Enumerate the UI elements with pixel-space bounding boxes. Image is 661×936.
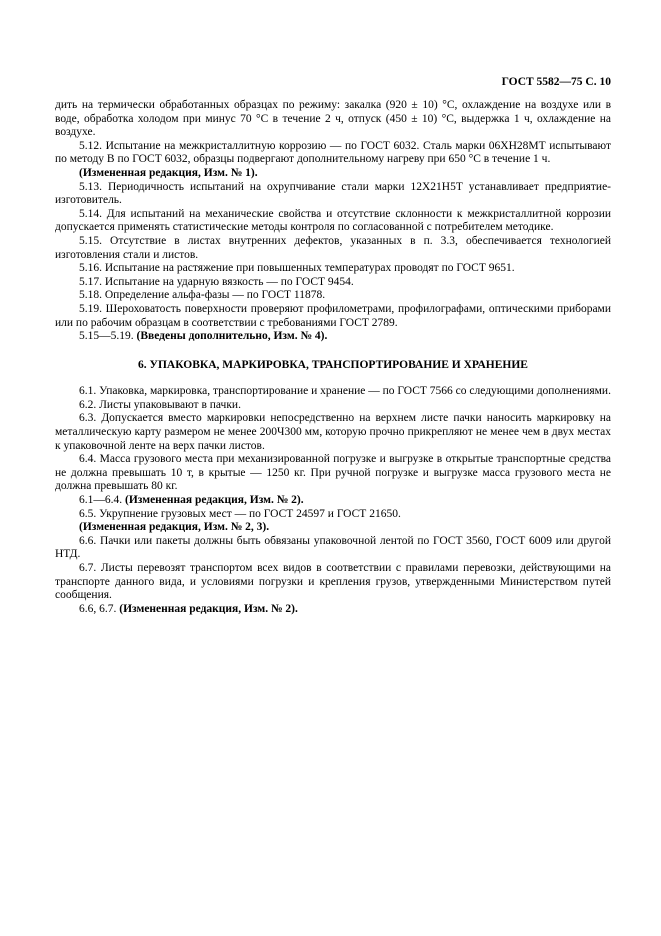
section-heading xyxy=(55,359,611,373)
paragraph xyxy=(55,262,611,276)
text-run: (Измененная редакция, Изм. № 2). xyxy=(119,602,298,615)
paragraph xyxy=(55,140,611,167)
text-run: 5.19. Шероховатость поверхности проверяют профилометрами, профилографами, оптическими приборами или по рабочим образцам в соответствии с требованиями ГОСТ 2789. xyxy=(55,302,611,329)
text-run: 6.1. Упаковка, маркировка, транспортирование и хранение — по ГОСТ 7566 со следующими дополнениями. xyxy=(79,385,611,398)
paragraph xyxy=(55,603,611,617)
text-run: 6.7. Листы перевозят транспортом всех видов в соответствии с правилами перевозки, действующими на транспорте данного вида, и условиями погрузки и крепления грузов, утвержденными Министерством путей сообщения. xyxy=(55,562,611,602)
page-content xyxy=(55,76,611,616)
paragraph xyxy=(55,276,611,290)
text-run: дить на термически обработанных образцах по режиму: закалка (920 ± 10) °С, охлаждение на воздухе или в воде, обработка холодом при минус 70 °С в течение 2 ч, отпуск (450 ± 10) °С, выдержка 1 ч, охлаждение на воздухе. xyxy=(55,99,611,139)
text-run: 6.2. Листы упаковывают в пачки. xyxy=(79,398,241,411)
text-run: 5.15—5.19. xyxy=(79,330,137,343)
document-body xyxy=(55,99,611,616)
text-run: 5.14. Для испытаний на механические свойства и отсутствие склонности к межкристаллитной коррозии допускается применять статистические методы контроля по согласованной с потребителем методике. xyxy=(55,207,611,234)
paragraph xyxy=(55,385,611,399)
text-run: 6.1—6.4. xyxy=(79,494,125,507)
paragraph xyxy=(55,399,611,413)
paragraph xyxy=(55,562,611,603)
paragraph xyxy=(55,494,611,508)
paragraph xyxy=(55,289,611,303)
text-run: 6.3. Допускается вместо маркировки непосредственно на верхнем листе пачки наносить маркировку на металлическую карту размером не менее 200Ч300 мм, которую прочно прикрепляют не менее чем в двух местах к упаковочной ленте на верх пачки листов. xyxy=(55,412,611,452)
text-run: 5.17. Испытание на ударную вязкость — по ГОСТ 9454. xyxy=(79,275,354,288)
text-run: 5.12. Испытание на межкристаллитную коррозию — по ГОСТ 6032. Сталь марки 06ХН28МТ испытывают по методу В по ГОСТ 6032, образцы подвергают дополнительному нагреву при 650 °С в течение 1 ч. xyxy=(55,139,611,166)
paragraph xyxy=(55,235,611,262)
paragraph xyxy=(55,535,611,562)
text-run: 5.18. Определение альфа-фазы — по ГОСТ 11878. xyxy=(79,289,326,302)
paragraph xyxy=(55,521,611,535)
text-run: 6.6, 6.7. xyxy=(79,602,120,615)
paragraph xyxy=(55,303,611,330)
text-run: 5.13. Периодичность испытаний на охрупчивание стали марки 12Х21Н5Т устанавливает предприятие-изготовитель. xyxy=(55,180,611,207)
paragraph xyxy=(55,453,611,494)
paragraph xyxy=(55,208,611,235)
text-run: 6.4. Масса грузового места при механизированной погрузке и выгрузке в открытые транспортные средства не должна превышать 10 т, в крытые — 1250 кг. При ручной погрузке и выгрузке масса грузового места не должна превышать 80 кг. xyxy=(55,453,611,493)
text-run: 5.15. Отсутствие в листах внутренних дефектов, указанных в п. 3.3, обеспечивается технологией изготовления стали и листов. xyxy=(55,234,611,261)
text-run: 6.5. Укрупнение грузовых мест — по ГОСТ 24597 и ГОСТ 21650. xyxy=(79,507,401,520)
paragraph xyxy=(55,99,611,140)
text-run: (Измененная редакция, Изм. № 2). xyxy=(125,494,304,507)
text-run: (Измененная редакция, Изм. № 1). xyxy=(79,166,258,179)
paragraph xyxy=(55,508,611,522)
text-run: (Измененная редакция, Изм. № 2, 3). xyxy=(79,521,270,534)
text-run: (Введены дополнительно, Изм. № 4). xyxy=(136,330,328,343)
paragraph xyxy=(55,167,611,181)
paragraph xyxy=(55,330,611,344)
text-run: 5.16. Испытание на растяжение при повышенных температурах проводят по ГОСТ 9651. xyxy=(79,262,515,275)
text-run: 6.6. Пачки или пакеты должны быть обвязаны упаковочной лентой по ГОСТ 3560, ГОСТ 6009 или другой НТД. xyxy=(55,534,611,561)
text-run: 6. УПАКОВКА, МАРКИРОВКА, ТРАНСПОРТИРОВАНИЕ И ХРАНЕНИЕ xyxy=(138,358,528,371)
paragraph xyxy=(55,412,611,453)
page-header: ГОСТ 5582—75 С. 10 xyxy=(501,76,611,88)
paragraph xyxy=(55,181,611,208)
